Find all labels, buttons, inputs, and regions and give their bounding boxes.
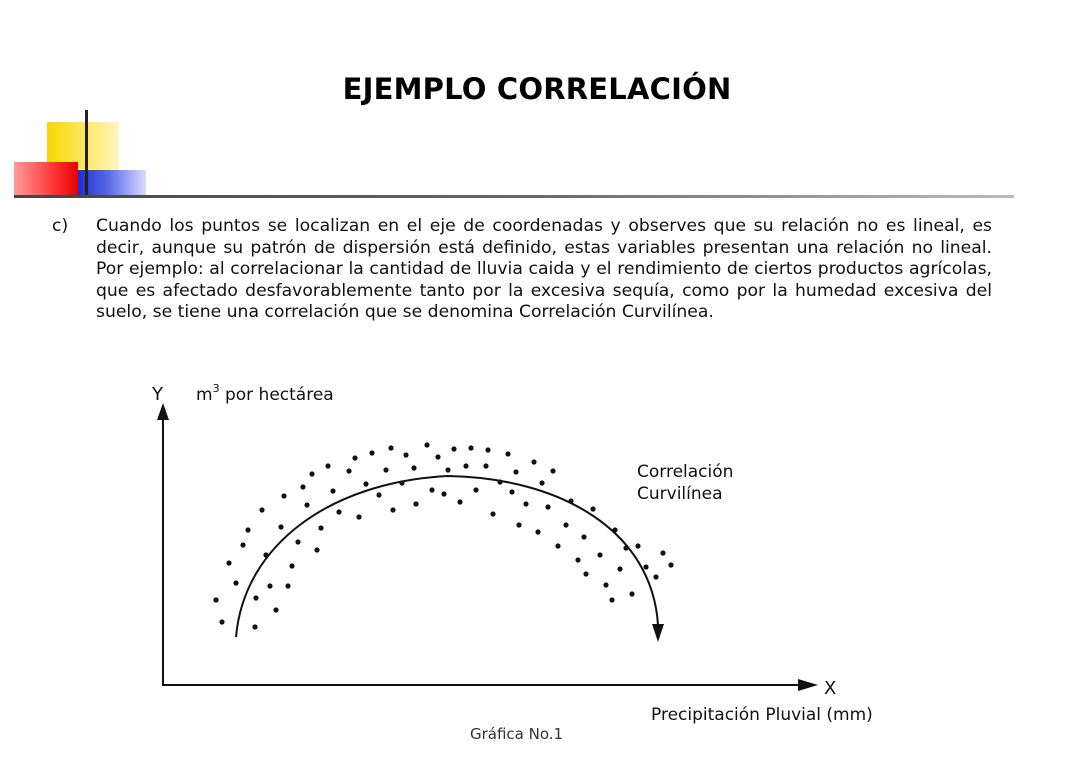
scatter-point — [457, 499, 462, 504]
scatter-point — [509, 489, 514, 494]
slide-title: EJEMPLO CORRELACIÓN — [342, 72, 732, 106]
scatter-point — [612, 527, 617, 532]
scatter-point — [383, 467, 388, 472]
scatter-point — [451, 446, 456, 451]
scatter-point — [330, 488, 335, 493]
scatter-point — [555, 543, 560, 548]
curve-label-line2: Curvilínea — [637, 484, 723, 504]
scatter-point — [660, 550, 665, 555]
scatter-point — [213, 597, 218, 602]
scatter-point — [635, 543, 640, 548]
scatter-point — [435, 454, 440, 459]
scatter-point — [325, 463, 330, 468]
scatter-point — [413, 501, 418, 506]
scatter-point — [483, 463, 488, 468]
scatter-point — [356, 514, 361, 519]
scatter-point — [668, 562, 673, 567]
scatter-point — [253, 595, 258, 600]
scatter-point — [516, 522, 521, 527]
scatter-point — [219, 619, 224, 624]
figure-caption-text: Gráfica No.1 — [470, 725, 564, 743]
x-axis-letter: X — [824, 678, 837, 699]
scatter-point — [590, 506, 595, 511]
scatter-point — [226, 560, 231, 565]
scatter-point — [252, 624, 257, 629]
scatter-point — [369, 450, 374, 455]
scatter-point — [575, 557, 580, 562]
scatter-point — [581, 534, 586, 539]
scatter-point — [550, 468, 555, 473]
scatter-point — [545, 504, 550, 509]
x-axis-label: Precipitación Pluvial (mm) — [651, 705, 873, 725]
scatter-point — [285, 583, 290, 588]
scatter-point — [336, 509, 341, 514]
scatter-point — [263, 552, 268, 557]
scatter-point — [314, 547, 319, 552]
scatter-point — [233, 580, 238, 585]
scatter-point — [603, 582, 608, 587]
scatter-point — [523, 501, 528, 506]
scatter-point — [399, 480, 404, 485]
scatter-point — [445, 467, 450, 472]
scatter-point — [281, 493, 286, 498]
scatter-point — [629, 591, 634, 596]
scatter-point — [429, 487, 434, 492]
scatter-point — [513, 469, 518, 474]
scatter-point — [623, 545, 628, 550]
scatter-point — [388, 445, 393, 450]
y-axis-letter: Y — [152, 384, 163, 405]
scatter-point — [304, 502, 309, 507]
scatter-point — [278, 524, 283, 529]
scatter-point — [295, 539, 300, 544]
scatter-point — [441, 491, 446, 496]
scatter-point — [535, 529, 540, 534]
y-axis-label: $m^3$ por hectárea — [196, 382, 334, 405]
scatter-point — [597, 552, 602, 557]
paragraph-text: Cuando los puntos se localizan en el eje de coordenadas y observes que su relación no es lineal, es decir, aunque su patrón de dispersión está definido, estas variables presentan una relación no lineal. Por ejemplo: al correlacionar la cantidad de lluvia caida y el rendimiento de ciertos productos agrícolas, que es afectado desfavorablemente tanto por la excesiva sequía, como por la humedad excesiva del suelo, se tiene una correlación que se denomina Correlación Curvilínea. — [96, 216, 992, 322]
scatter-point — [346, 468, 351, 473]
scatter-point — [352, 455, 357, 460]
curve-label-line1: Correlación — [637, 462, 734, 482]
scatter-point — [245, 527, 250, 532]
scatter-point — [497, 479, 502, 484]
scatter-point — [273, 607, 278, 612]
scatter-point — [376, 492, 381, 497]
curve-arrow-icon — [652, 624, 664, 642]
scatter-point — [539, 480, 544, 485]
scatter-point — [240, 542, 245, 547]
scatter-point — [363, 481, 368, 486]
scatter-point — [643, 564, 648, 569]
paragraph-marker: c) — [52, 216, 69, 236]
scatter-point — [617, 566, 622, 571]
scatter-point — [259, 507, 264, 512]
figure-caption-cut — [470, 725, 580, 743]
scatter-point — [485, 447, 490, 452]
scatter-point — [473, 487, 478, 492]
y-axis-arrow-icon — [157, 403, 169, 420]
scatter-points — [213, 442, 673, 629]
scatter-point — [609, 597, 614, 602]
scatter-point — [289, 563, 294, 568]
scatter-point — [390, 507, 395, 512]
scatter-point — [424, 442, 429, 447]
scatter-point — [505, 451, 510, 456]
scatter-point — [468, 445, 473, 450]
scatter-point — [411, 465, 416, 470]
scatter-point — [300, 484, 305, 489]
scatter-point — [267, 583, 272, 588]
scatter-point — [568, 498, 573, 503]
scatter-point — [463, 463, 468, 468]
scatter-point — [309, 471, 314, 476]
scatter-point — [490, 511, 495, 516]
correlation-curve — [236, 476, 658, 637]
x-axis-arrow-icon — [798, 679, 818, 691]
scatter-point — [653, 574, 658, 579]
scatter-point — [563, 522, 568, 527]
scatter-point — [531, 459, 536, 464]
scatter-point — [403, 452, 408, 457]
scatter-point — [318, 525, 323, 530]
scatter-point — [583, 571, 588, 576]
